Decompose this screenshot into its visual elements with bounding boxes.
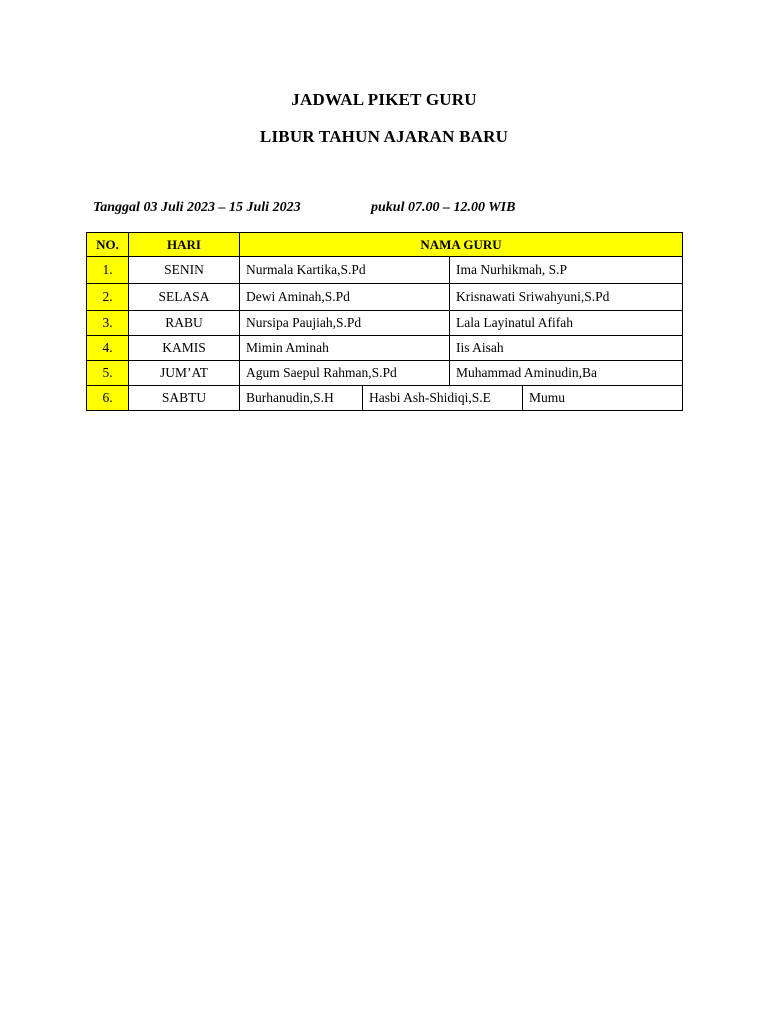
- row-day: JUM’AT: [129, 361, 240, 386]
- teacher-name: Mumu: [529, 390, 566, 405]
- time-range: pukul 07.00 – 12.00 WIB: [371, 200, 516, 215]
- teacher-name: Agum Saepul Rahman,S.Pd: [240, 361, 450, 385]
- row-number: 2.: [87, 284, 129, 311]
- row-day: SENIN: [129, 257, 240, 284]
- row-number: 6.: [87, 386, 129, 411]
- teacher-name: Iis Aisah: [456, 340, 504, 355]
- row-day: SELASA: [129, 284, 240, 311]
- teacher-name: Burhanudin,S.H: [240, 386, 363, 410]
- header-teacher-names: NAMA GURU: [240, 233, 683, 257]
- row-number: 5.: [87, 361, 129, 386]
- row-teachers: [240, 257, 683, 284]
- teacher-name: Mimin Aminah: [240, 336, 450, 360]
- date-range: Tanggal 03 Juli 2023 – 15 Juli 2023: [93, 200, 301, 215]
- document-title: JADWAL PIKET GURU: [291, 90, 477, 109]
- row-day: RABU: [129, 311, 240, 336]
- row-teachers: [240, 311, 683, 336]
- teacher-name: Nurmala Kartika,S.Pd: [240, 257, 450, 283]
- table-row: [87, 257, 683, 284]
- teacher-name: Dewi Aminah,S.Pd: [240, 284, 450, 310]
- row-teachers: [240, 284, 683, 311]
- teacher-name: Hasbi Ash-Shidiqi,S.E: [363, 386, 523, 410]
- row-teachers: [240, 336, 683, 361]
- table-row: [87, 386, 683, 411]
- teacher-name: Ima Nurhikmah, S.P: [456, 262, 567, 277]
- duty-schedule-table: [86, 232, 683, 411]
- row-number: 3.: [87, 311, 129, 336]
- table-row: [87, 311, 683, 336]
- teacher-name: Lala Layinatul Afifah: [456, 315, 573, 330]
- row-teachers: [240, 361, 683, 386]
- row-teachers: [240, 386, 683, 411]
- header-no: NO.: [87, 233, 129, 257]
- row-day: SABTU: [129, 386, 240, 411]
- table-header-row: [87, 233, 683, 257]
- header-day: HARI: [129, 233, 240, 257]
- document-subtitle: LIBUR TAHUN AJARAN BARU: [259, 127, 509, 146]
- teacher-name: Nursipa Paujiah,S.Pd: [240, 311, 450, 335]
- teacher-name: Krisnawati Sriwahyuni,S.Pd: [456, 289, 610, 304]
- row-number: 4.: [87, 336, 129, 361]
- table-row: [87, 336, 683, 361]
- table-row: [87, 361, 683, 386]
- row-number: 1.: [87, 257, 129, 284]
- row-day: KAMIS: [129, 336, 240, 361]
- table-row: [87, 284, 683, 311]
- teacher-name: Muhammad Aminudin,Ba: [456, 365, 597, 380]
